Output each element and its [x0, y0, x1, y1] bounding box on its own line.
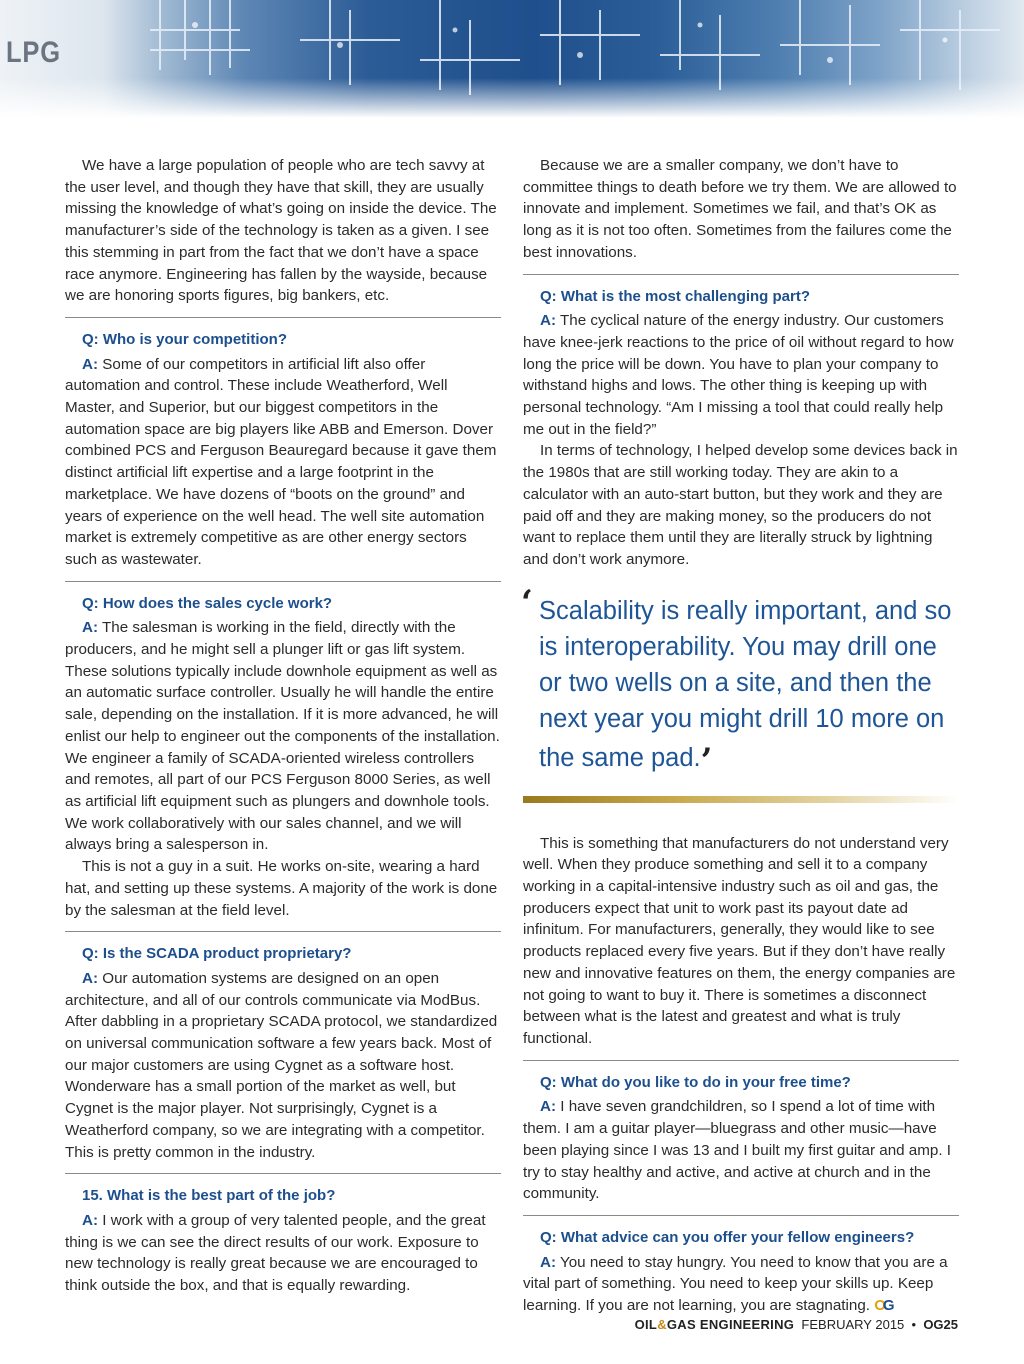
section-label: LPG — [6, 36, 61, 69]
close-quote-icon: ’ — [700, 740, 713, 781]
divider — [65, 581, 501, 582]
question-heading: Q: What do you like to do in your free time? — [540, 1073, 851, 1091]
answer-text: The cyclical nature of the energy industry. Our customers have knee-jerk reactions to the price of oil without regard to how long the price will be down. You have to plan your company to withstand highs and lows. The other thing is keeping up with personal technology. “Am I missing a tool that could really help me out in the field?” — [523, 312, 954, 438]
answer-label: A: — [540, 1253, 557, 1271]
page-footer — [635, 1317, 958, 1332]
pull-quote — [521, 582, 959, 781]
body-paragraph: This is something that manufacturers do not understand very well. When they produce something and sell it to a company working in a capital-intensive industry such as oil and gas, the producers expect that unit to work past its payout date ad infinitum. For manufacturers, generally, they would like to see products replaced every five years. But if they don’t have really new and innovative features on them, the energy companies are not going to want to buy it. There is sometimes a disconnect between what is the latest and greatest and what is truly functional. — [523, 834, 956, 1047]
divider — [523, 274, 959, 275]
body-paragraph: This is not a guy in a suit. He works on-site, wearing a hard hat, and setting up these systems. A majority of the work is done by the salesman at the field level. — [65, 858, 498, 919]
answer-label: A: — [540, 312, 557, 330]
open-quote-icon: ‘ — [521, 582, 533, 623]
intro-paragraph: Because we are a smaller company, we don’t have to committee things to death before we try them. We are allowed to innovate and implement. Sometimes we fail, and that’s OK as long as it is not too often. Sometimes from the failures come the best innovations. — [523, 157, 957, 261]
answer-text: Our automation systems are designed on an open architecture, and all of our controls communicate via ModBus. After dabbling in a proprietary SCADA protocol, we standardized on universal communication software a few years back. Most of our major customers are using Cygnet as a software host. Wonderware has a small portion of the market as well, but Cygnet is the major player. Not surprisingly, Cygnet is a Weatherford company, so we are integrating with a competitor. This is pretty common in the industry. — [65, 969, 498, 1161]
answer-paragraph — [523, 1252, 959, 1317]
divider — [65, 317, 501, 318]
left-column — [65, 155, 501, 1297]
page-number: OG25 — [923, 1317, 958, 1332]
og-mark-o: O — [874, 1297, 886, 1315]
og-mark-g: G — [882, 1297, 895, 1315]
answer-paragraph — [65, 968, 501, 1163]
answer-paragraph — [65, 617, 501, 856]
question-heading: Q: Is the SCADA product proprietary? — [82, 945, 352, 963]
divider — [65, 1173, 501, 1174]
answer-text: I have seven grandchildren, so I spend a lot of time with them. I am a guitar player—bluegrass and other music—have been playing since I was 13 and I built my first guitar and amp. I try to stay healthy and active, and active at church and in the community. — [523, 1098, 952, 1203]
divider — [65, 931, 501, 932]
pub-rest: GAS ENGINEERING — [666, 1317, 795, 1332]
footer-separator: • — [911, 1317, 917, 1332]
answer-paragraph — [65, 354, 501, 571]
body-paragraph: In terms of technology, I helped develop some devices back in the 1980s that are still working today. They are akin to a calculator with an auto-start button, but they work and they are paid off and they are making money, so the producers do not want to replace them until they are literally struck by lightning and don’t work anymore. — [523, 442, 958, 568]
answer-label: A: — [82, 619, 99, 637]
issue-date: FEBRUARY 2015 — [801, 1317, 905, 1332]
question-heading: Q: What is the most challenging part? — [540, 287, 811, 305]
answer-label: A: — [540, 1098, 557, 1116]
answer-paragraph — [523, 310, 959, 440]
divider — [523, 1215, 959, 1216]
publication-name — [635, 1317, 795, 1332]
answer-text: I work with a group of very talented people, and the great thing is we can see the direct results of our work. Exposure to new technology is really great because we are encouraged to think outside the box, and that is equally rewarding. — [65, 1211, 486, 1295]
divider — [523, 1060, 959, 1061]
answer-label: A: — [82, 969, 99, 987]
pull-quote-underline — [523, 796, 959, 803]
answer-text: You need to stay hungry. You need to know that you are a vital part of something. You need to keep your skills up. Keep learning. If you are not learning, you are stagnating. — [523, 1253, 948, 1315]
answer-text: Some of our competitors in artificial lift also offer automation and control. These include Weatherford, Well Master, and Superior, but our biggest competitors in the automation space are big players like ABB and Emerson. Dover combined PCS and Ferguson Beauregard because it gave them distinct artificial lift expertise and a large footprint in the marketplace. We have dozens of “boots on the ground” and years of experience on the well head. The well site automation market is extremely competitive as are other energy sectors such as wastewater. — [65, 355, 497, 568]
question-heading: 15. What is the best part of the job? — [82, 1187, 336, 1205]
answer-text: The salesman is working in the field, directly with the producers, and he might sell a plunger lift or gas lift system. These solutions typically include downhole equipment as well as an automatic surface controller. Usually he will handle the entire sale, depending on the installation. If it is more advanced, he will enlist our help to engineer out the components of the installation. We engineer a family of SCADA-oriented wireless controllers and remotes, all part of our PCS Ferguson 8000 Series, as well as artificial lift equipment such as plungers and downhole tools. We work collaboratively with our sales channel, and we will always bring a salesperson in. — [65, 619, 500, 854]
question-heading: Q: Who is your competition? — [82, 330, 287, 348]
answer-paragraph — [523, 1096, 959, 1205]
header-banner — [0, 0, 1024, 118]
og-end-mark-icon — [874, 1297, 894, 1314]
pub-amp: & — [657, 1317, 667, 1332]
answer-label: A: — [82, 1211, 99, 1229]
question-heading: Q: What advice can you offer your fellow engineers? — [540, 1228, 915, 1246]
banner-fade — [0, 78, 1024, 118]
answer-paragraph — [65, 1210, 501, 1297]
right-column — [523, 155, 959, 1317]
pull-quote-text: Scalability is really important, and so is interoperability. You may drill one or two wells on a site, and then the next year you might drill 10 more on the same pad. — [539, 596, 952, 772]
intro-paragraph: We have a large population of people who are tech savvy at the user level, and though they have that skill, they are usually missing the knowledge of what’s going on inside the device. The manufacturer’s side of the technology is taken as a given. I see this stemming in part from the fact that we don’t have a space race anymore. Engineering has fallen by the wayside, because we are honoring sports figures, big bankers, etc. — [65, 157, 497, 305]
question-heading: Q: How does the sales cycle work? — [82, 594, 333, 612]
pub-oil: OIL — [634, 1317, 658, 1332]
answer-label: A: — [82, 355, 99, 373]
